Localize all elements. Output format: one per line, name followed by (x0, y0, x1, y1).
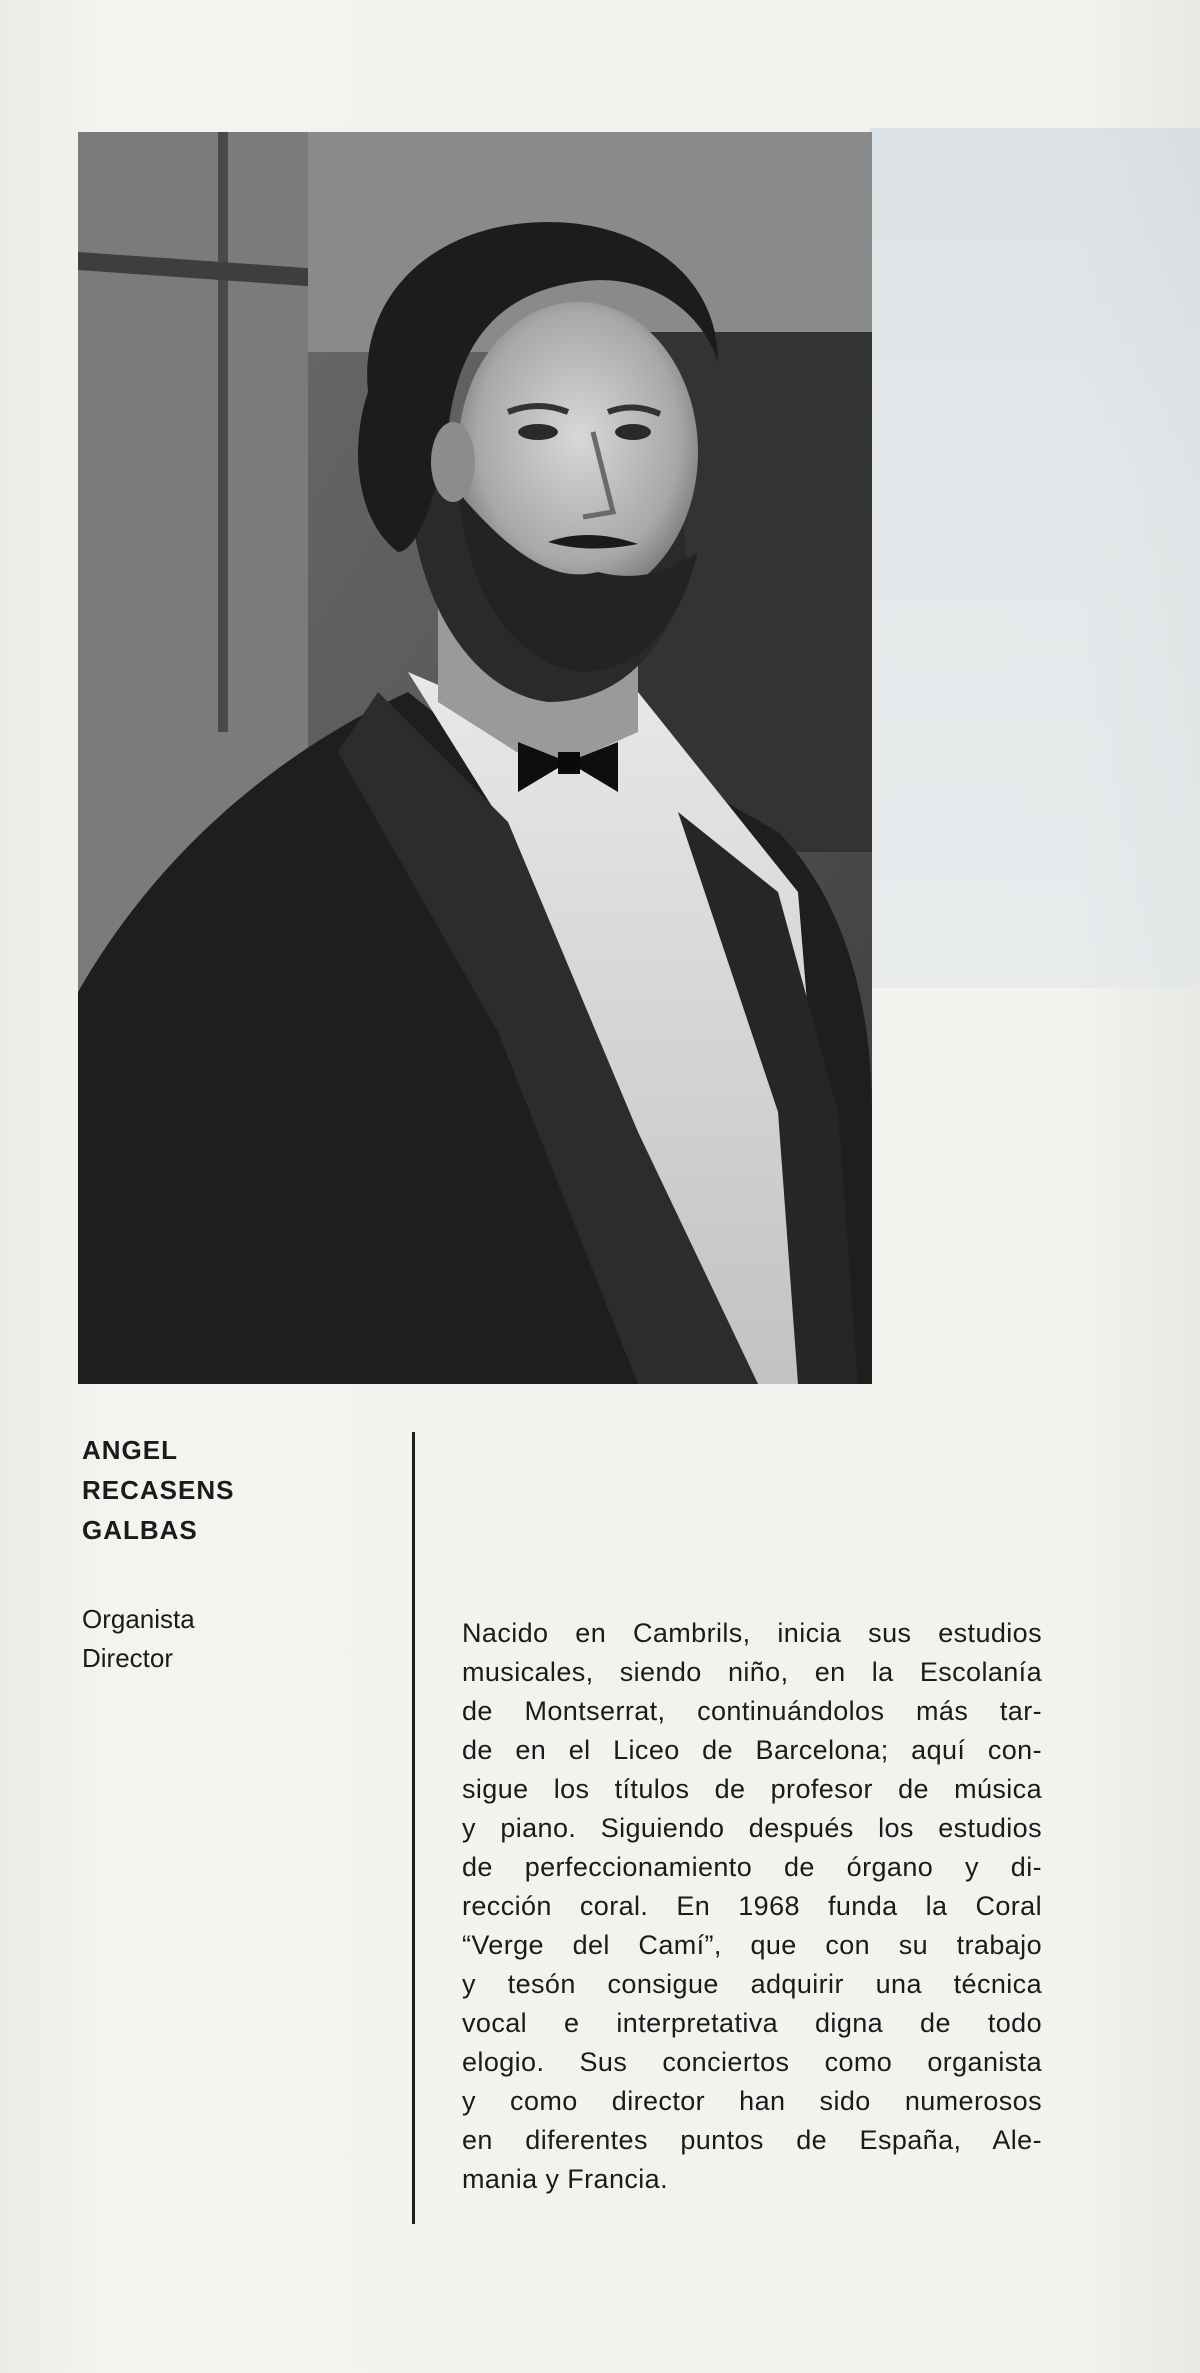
name-line-second: RECASENS (82, 1475, 235, 1505)
bio-line: y piano. Siguiendo después los estudios (462, 1813, 1042, 1843)
bio-line: de perfeccionamiento de órgano y di- (462, 1852, 1042, 1882)
bleed-through-shadow (870, 128, 1200, 988)
role-organist: Organista (82, 1604, 195, 1634)
bio-line: Nacido en Cambrils, inicia sus estudios (462, 1618, 1042, 1648)
bio-line: de Montserrat, continuándolos más tar- (462, 1696, 1042, 1726)
bio-line: de en el Liceo de Barcelona; aquí con- (462, 1735, 1042, 1765)
person-roles (82, 1600, 402, 1678)
bio-line: mania y Francia. (462, 2164, 668, 2194)
column-divider (412, 1432, 415, 2224)
person-name (82, 1430, 402, 1550)
name-line-first: ANGEL (82, 1435, 178, 1465)
role-director: Director (82, 1643, 174, 1673)
bio-line: en diferentes puntos de España, Ale- (462, 2125, 1042, 2155)
bio-line: vocal e interpretativa digna de todo (462, 2008, 1042, 2038)
bio-line: elogio. Sus conciertos como organista (462, 2047, 1042, 2077)
portrait-image (78, 132, 872, 1384)
bio-line: sigue los títulos de profesor de música (462, 1774, 1042, 1804)
bio-line: “Verge del Camí”, que con su trabajo (462, 1930, 1042, 1960)
name-line-third: GALBAS (82, 1515, 198, 1545)
bio-line: rección coral. En 1968 funda la Coral (462, 1891, 1042, 1921)
biography-text (462, 1614, 1042, 2199)
bio-line: y tesón consigue adquirir una técnica (462, 1969, 1042, 1999)
bio-line: y como director han sido numerosos (462, 2086, 1042, 2116)
bio-line: musicales, siendo niño, en la Escolanía (462, 1657, 1042, 1687)
portrait-photo (78, 132, 872, 1384)
